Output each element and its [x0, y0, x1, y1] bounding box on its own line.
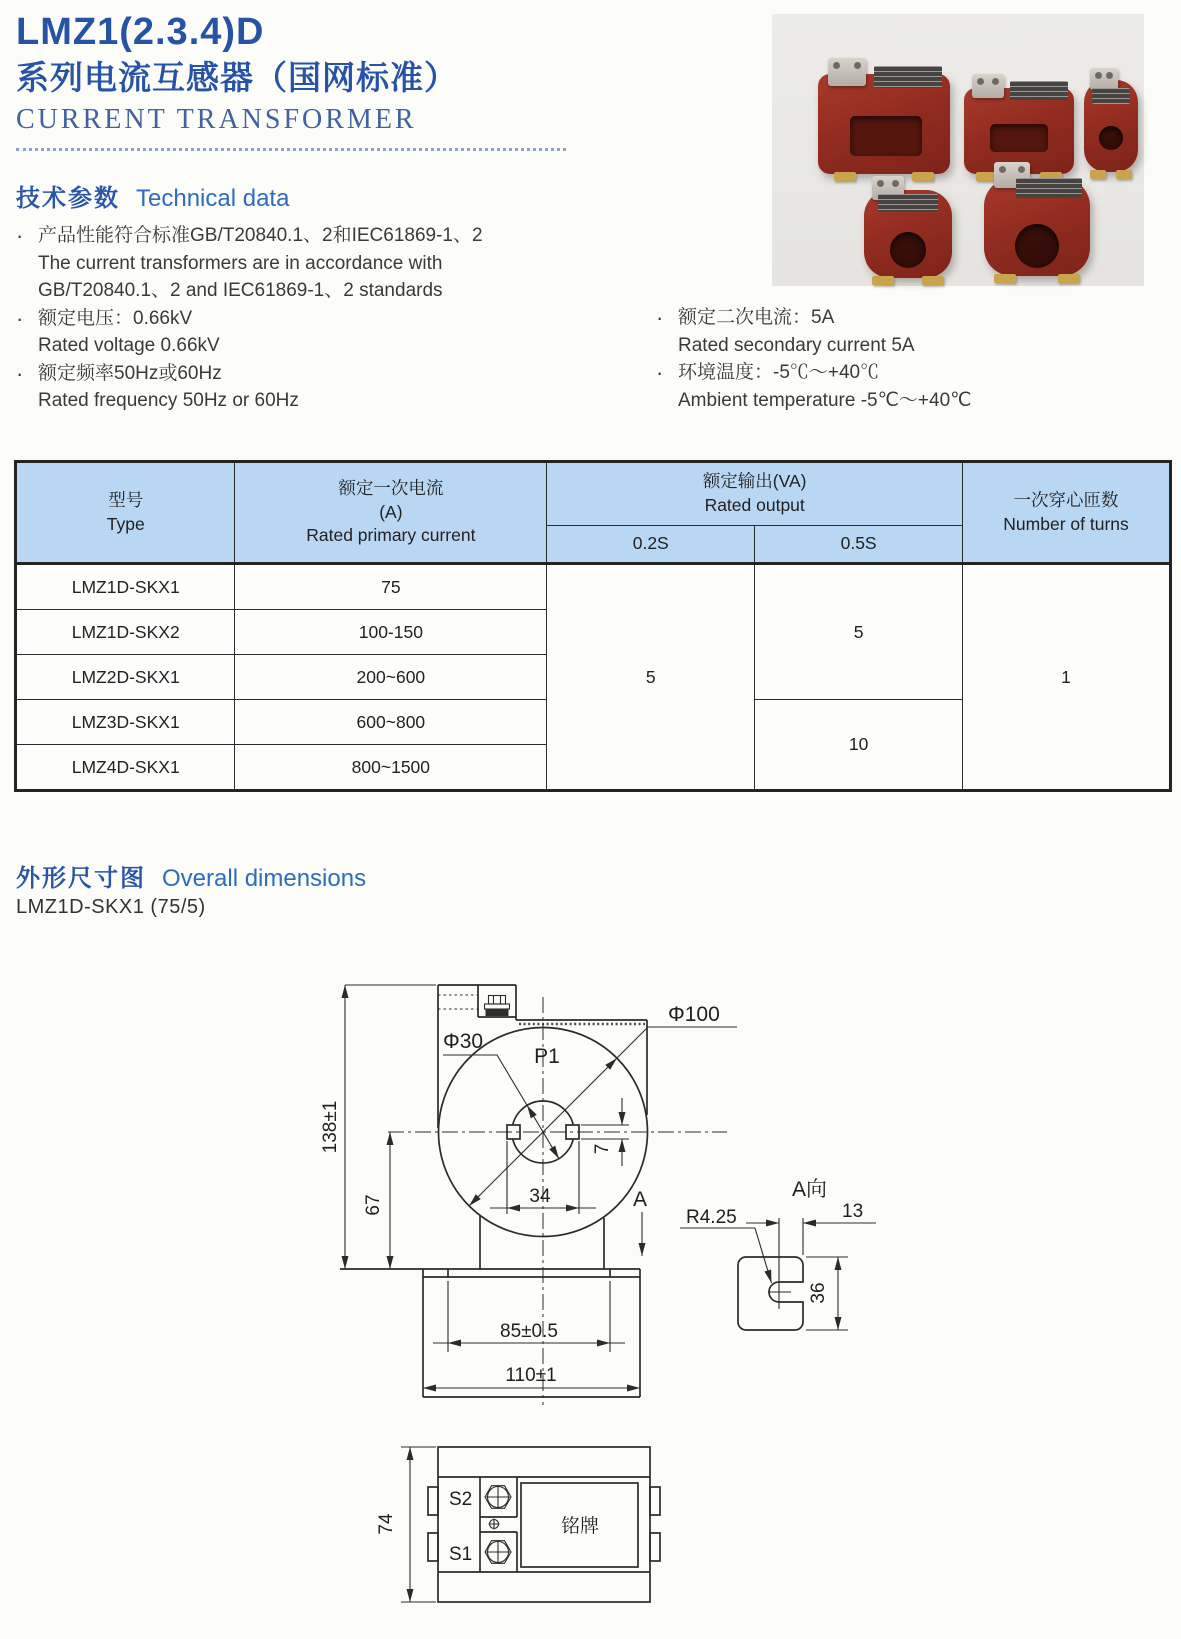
section-heading-technical-data — [16, 178, 289, 213]
mounting-foot — [994, 274, 1016, 283]
mounting-foot — [1058, 274, 1080, 283]
transformer-photo-round-type — [1084, 80, 1138, 172]
mounting-foot — [912, 172, 934, 181]
bullet-rated-voltage — [16, 305, 656, 360]
col-header-type-en: Type — [106, 513, 145, 534]
nameplate-photo — [878, 194, 938, 212]
col-header-turns — [963, 462, 1171, 564]
nameplate-photo — [1016, 178, 1082, 198]
cell-current: 800~1500 — [235, 745, 547, 791]
cell-output-02s: 5 — [547, 564, 755, 791]
cell-output-05s-upper: 5 — [755, 564, 963, 700]
cell-type: LMZ2D-SKX1 — [16, 655, 235, 700]
dim-phi100: Φ100 — [668, 1003, 720, 1026]
cell-type: LMZ1D-SKX2 — [16, 610, 235, 655]
bullet-standards-en1: The current transformers are in accordance with — [38, 252, 443, 274]
bullet-standards-zh: 产品性能符合标准GB/T20840.1、2和IEC61869-1、2 — [38, 225, 483, 246]
nameplate-photo — [874, 66, 942, 88]
dim-13: 13 — [842, 1201, 864, 1222]
bullet-standards — [16, 222, 656, 305]
mounting-foot — [872, 276, 894, 285]
label-s1: S1 — [449, 1544, 473, 1565]
col-header-turns-en: Number of turns — [1003, 513, 1129, 534]
core-hole — [1015, 224, 1059, 268]
page-title-model: LMZ1(2.3.4)D — [16, 11, 265, 53]
section-heading-en: Technical data — [136, 185, 290, 212]
cell-type: LMZ4D-SKX1 — [16, 745, 235, 791]
terminal-cover — [1090, 68, 1118, 90]
dim-36: 36 — [808, 1282, 829, 1304]
dim-34: 34 — [529, 1186, 551, 1207]
cell-type: LMZ1D-SKX1 — [16, 564, 235, 610]
dim-r425: R4.25 — [686, 1207, 737, 1228]
bullet-ambient-zh: 环境温度：-5℃～+40℃ — [678, 362, 880, 383]
cell-output-05s-lower: 10 — [755, 700, 963, 791]
mounting-foot — [922, 276, 944, 285]
col-header-type-zh: 型号 — [108, 489, 144, 510]
window-opening — [990, 124, 1048, 152]
cell-current: 100-150 — [235, 610, 547, 655]
transformer-body — [864, 190, 952, 278]
bullet-secondary-zh: 额定二次电流：5A — [678, 307, 835, 328]
transformer-photo-round-type — [984, 178, 1090, 276]
section-heading-zh: 外形尺寸图 — [16, 865, 146, 892]
bullet-dot-icon: · — [16, 305, 24, 331]
drawing-model-label: LMZ1D-SKX1 (75/5) — [16, 896, 206, 918]
terminal-screw-s2 — [485, 1485, 511, 1509]
label-p1: P1 — [534, 1045, 560, 1068]
cell-current: 75 — [235, 564, 547, 610]
col-header-current-unit: (A) — [379, 501, 403, 522]
table-row — [16, 564, 1171, 610]
cell-turns: 1 — [963, 564, 1171, 791]
spec-table — [14, 460, 1172, 792]
mounting-foot — [834, 172, 856, 181]
bullet-voltage-zh: 额定电压：0.66kV — [38, 307, 193, 329]
page-subtitle-en: CURRENT TRANSFORMER — [16, 104, 417, 136]
bullet-standards-en2: GB/T20840.1、2 and IEC61869-1、2 standards — [38, 280, 443, 301]
dim-85: 85±0.5 — [500, 1321, 558, 1342]
bullet-dot-icon: · — [16, 223, 24, 248]
tech-bullets-right — [656, 304, 1176, 414]
nameplate-photo — [1092, 88, 1130, 104]
window-opening — [850, 116, 922, 156]
col-header-type — [16, 462, 235, 564]
col-header-output-en: Rated output — [704, 495, 805, 515]
bullet-voltage-en: Rated voltage 0.66kV — [38, 335, 220, 356]
front-view — [320, 985, 737, 1405]
dim-110: 110±1 — [505, 1365, 557, 1386]
bullet-dot-icon: · — [656, 360, 664, 385]
terminal-cover — [828, 58, 866, 86]
dim-7: 7 — [592, 1143, 613, 1155]
cell-current: 600~800 — [235, 700, 547, 745]
label-a-view: A向 — [792, 1178, 828, 1201]
bullet-secondary-en: Rated secondary current 5A — [678, 334, 915, 356]
ground-screw — [489, 1519, 500, 1530]
bullet-frequency-zh: 额定频率50Hz或60Hz — [38, 362, 222, 384]
mounting-foot — [1116, 170, 1132, 179]
page-title-series: 系列电流互感器（国网标准） — [16, 58, 458, 96]
dim-74: 74 — [376, 1513, 397, 1535]
bullet-dot-icon: · — [656, 305, 664, 330]
terminal-cover — [972, 74, 1004, 98]
dotted-divider — [16, 148, 566, 151]
terminal-top-view — [376, 1447, 660, 1602]
dim-138: 138±1 — [320, 1100, 341, 1154]
product-photo — [772, 14, 1144, 286]
bullet-secondary-current — [656, 304, 1176, 359]
label-s2: S2 — [449, 1489, 473, 1510]
section-heading-en: Overall dimensions — [162, 865, 367, 892]
title-block — [16, 10, 458, 136]
bullet-ambient-en: Ambient temperature -5℃～+40℃ — [678, 389, 972, 411]
col-header-output-zh: 额定输出(VA) — [702, 471, 807, 492]
a-view-detail — [680, 1178, 876, 1330]
col-header-rated-output — [547, 462, 963, 526]
label-nameplate: 铭牌 — [560, 1516, 600, 1537]
col-header-05s: 0.5S — [755, 526, 963, 564]
bullet-dot-icon: · — [16, 360, 24, 386]
dimension-drawing — [300, 930, 1100, 1636]
col-header-02s: 0.2S — [547, 526, 755, 564]
transformer-body — [984, 178, 1090, 276]
terminal-screw-s1 — [485, 1540, 511, 1564]
core-hole — [890, 232, 926, 268]
nameplate-photo — [1010, 81, 1068, 100]
transformer-photo-window-type — [818, 74, 950, 174]
transformer-photo-round-type — [864, 190, 952, 278]
cell-type: LMZ3D-SKX1 — [16, 700, 235, 745]
dim-67: 67 — [363, 1194, 384, 1216]
label-view-a-arrow: A — [632, 1188, 648, 1211]
col-header-primary-current — [235, 462, 547, 564]
mounting-foot — [1090, 170, 1106, 179]
transformer-body — [818, 74, 950, 174]
cell-current: 200~600 — [235, 655, 547, 700]
transformer-body — [1084, 80, 1138, 172]
bullet-frequency-en: Rated frequency 50Hz or 60Hz — [38, 390, 299, 411]
section-heading-dimensions — [16, 858, 366, 893]
section-heading-zh: 技术参数 — [16, 185, 120, 212]
core-hole — [1099, 126, 1123, 150]
bullet-ambient-temperature — [656, 359, 1176, 414]
bullet-rated-frequency — [16, 360, 656, 415]
col-header-current-en: Rated primary current — [306, 525, 476, 546]
tech-bullets-left — [16, 222, 656, 415]
col-header-turns-zh: 一次穿心匝数 — [1013, 489, 1119, 510]
dim-phi30: Φ30 — [443, 1030, 484, 1053]
primary-terminal-screw — [485, 996, 510, 1017]
col-header-current-zh: 额定一次电流 — [338, 478, 444, 499]
